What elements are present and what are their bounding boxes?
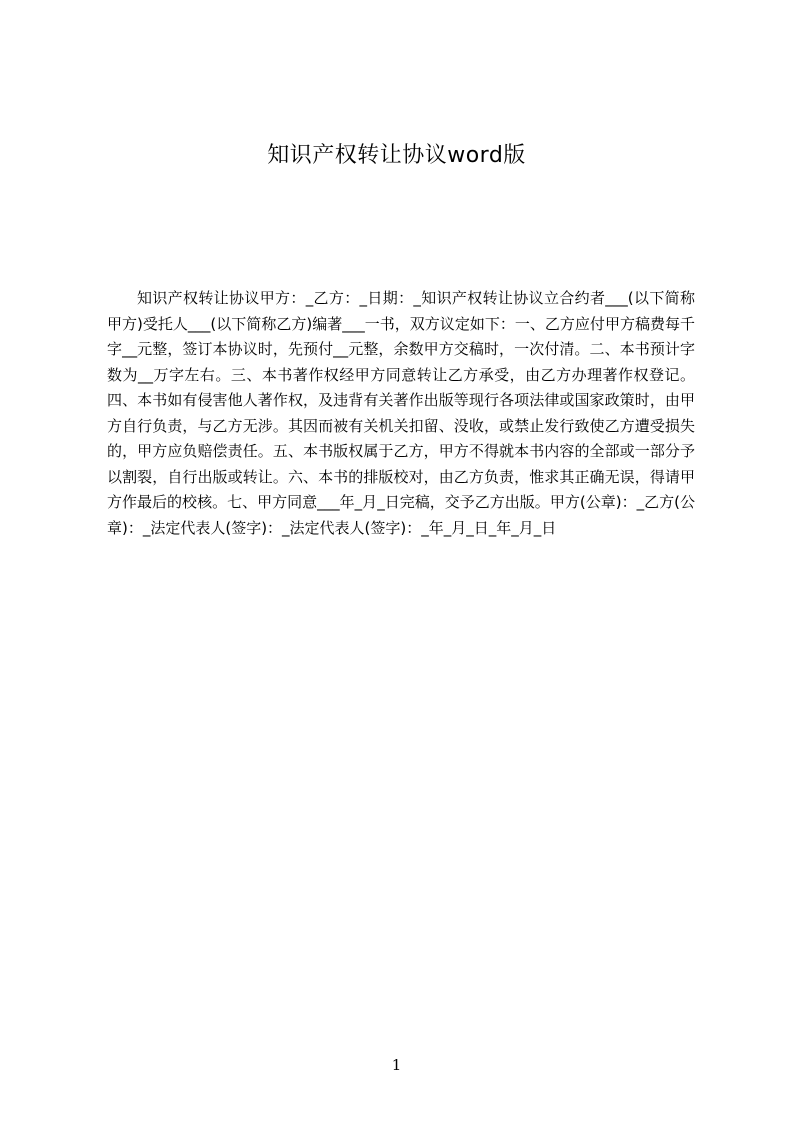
document-title: 知识产权转让协议word版 xyxy=(267,143,526,168)
page-number: 1 xyxy=(391,1056,402,1074)
document-body-paragraph: 知识产权转让协议甲方：_乙方：_日期：_知识产权转让协议立合约者___(以下简称甲方)受托人___(以下简称乙方)编著___一书，双方议定如下：一、乙方应付甲方稿费每千字__元整，签订本协议时，先预付__元整，余数甲方交稿时，一次付清。二、本书预计字数为__万字左右。三、本书著作权经甲方同意转让乙方承受，由乙方办理著作权登记。四、本书如有侵害他人著作权，及违背有关著作出版等现行各项法律或国家政策时，由甲方自行负责，与乙方无涉。其因而被有关机关扣留、没收，或禁止发行致使乙方遭受损失的，甲方应负赔偿责任。五、本书版权属于乙方，甲方不得就本书内容的全部或一部分予以割裂，自行出版或转让。六、本书的排版校对，由乙方负责，惟求其正确无误，得请甲方作最后的校核。七、甲方同意___年_月_日完稿，交予乙方出版。甲方(公章)：_乙方(公章)：_法定代表人(签字)：_法定代表人(签字)：_年_月_日_年_月_日 xyxy=(107,289,695,537)
